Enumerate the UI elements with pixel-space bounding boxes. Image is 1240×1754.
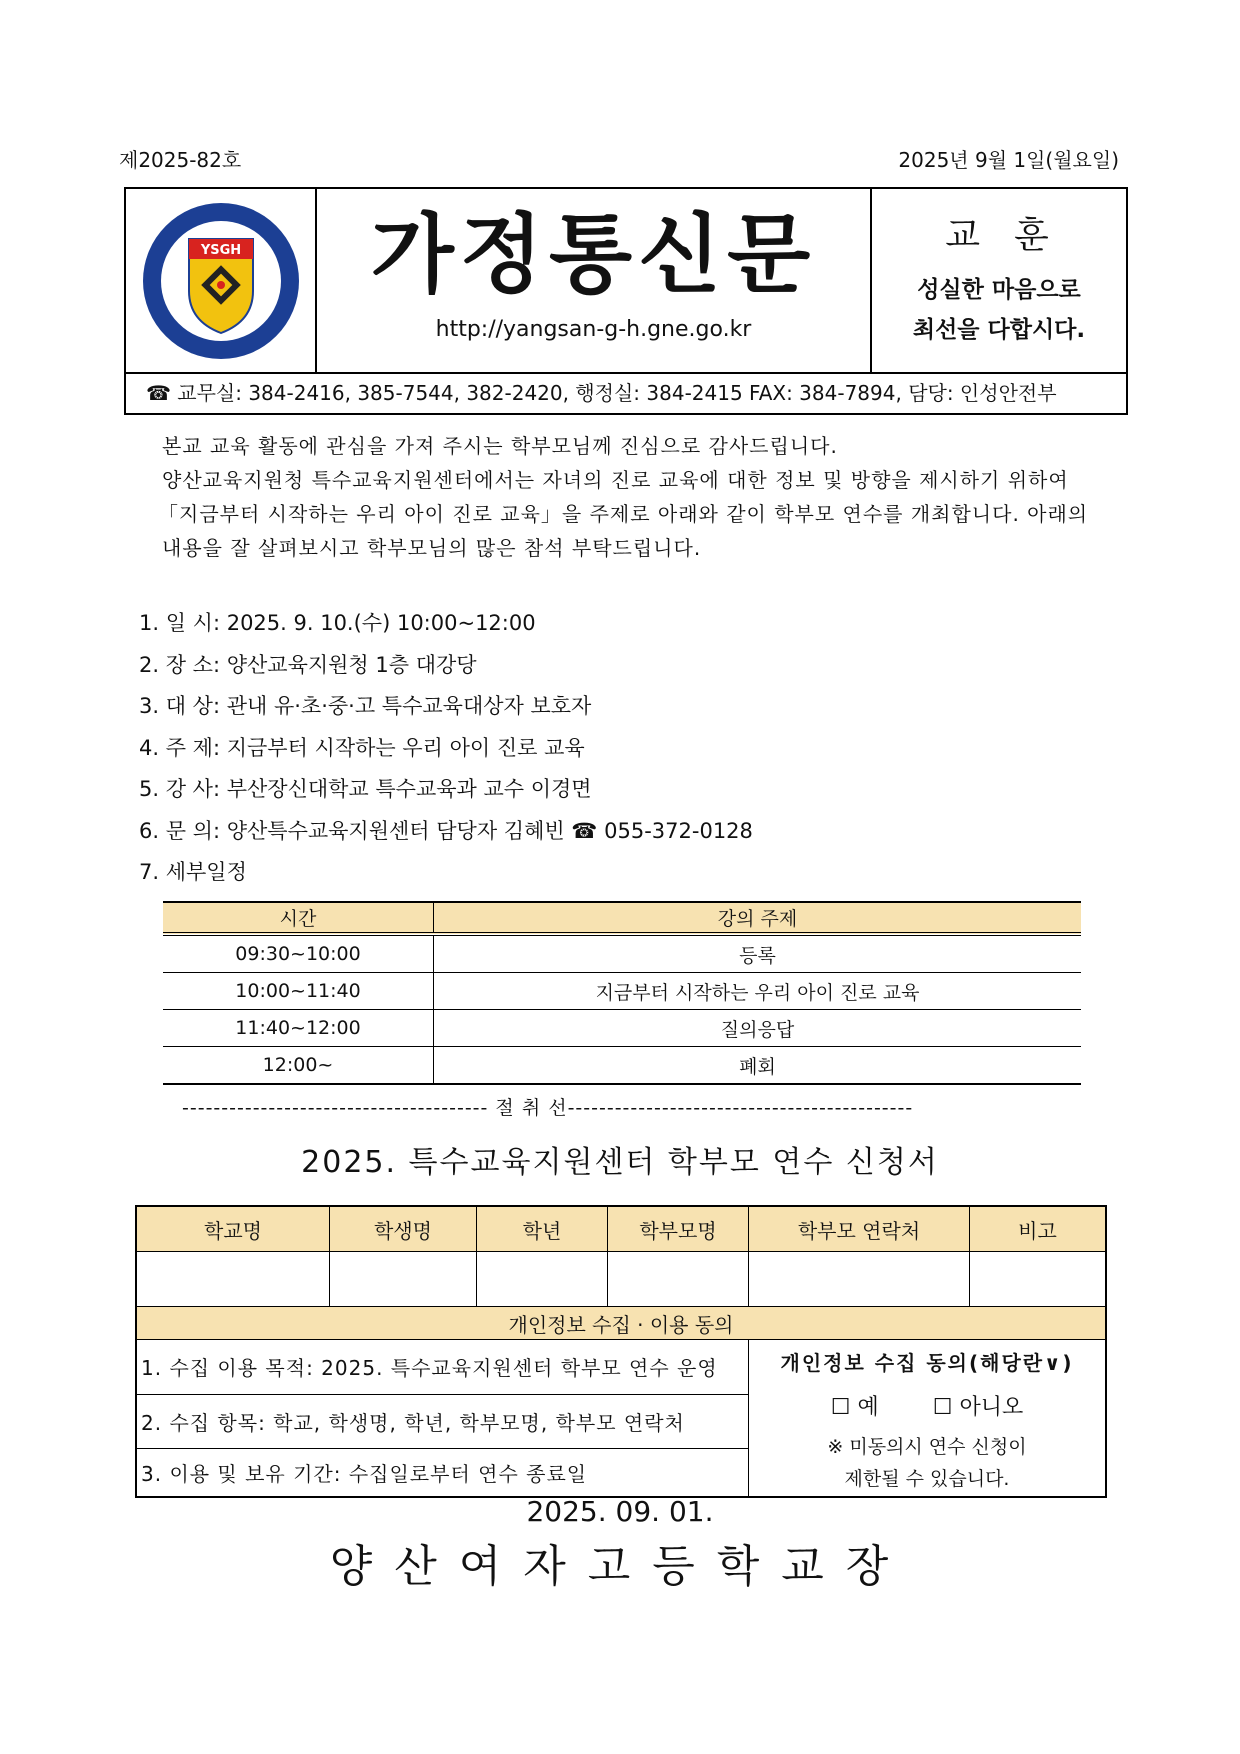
motto-cell: [872, 189, 1126, 372]
intro-line: 양산교육지원청 특수교육지원센터에서는 자녀의 진로 교육에 대한 정보 및 방향을 제시하기 위하여: [162, 468, 1069, 492]
grade-field[interactable]: [477, 1252, 608, 1307]
parent-name-field[interactable]: [608, 1252, 749, 1307]
title-cell: [317, 189, 872, 372]
contact-info: ☎ 교무실: 384-2416, 385-7544, 382-2420, 행정실: 384-2415 FAX: 384-7894, 담당: 인성안전부: [126, 372, 1126, 413]
list-item: 1. 일 시: 2025. 9. 10.(수) 10:00~12:00: [139, 611, 536, 635]
motto-label: 교훈: [945, 215, 1083, 256]
school-logo-cell: [126, 189, 317, 372]
consent-period: 3. 이용 및 보유 기간: 수집일로부터 연수 종료일: [136, 1449, 749, 1497]
consent-options: [750, 1390, 1104, 1421]
student-name-field[interactable]: [330, 1252, 477, 1307]
time-cell: 10:00~11:40: [163, 973, 434, 1010]
list-item: 7. 세부일정: [139, 860, 247, 884]
parent-contact-field[interactable]: [749, 1252, 970, 1307]
consent-items: 2. 수집 항목: 학교, 학생명, 학년, 학부모명, 학부모 연락처: [136, 1394, 749, 1449]
signature-date: 2025. 09. 01.: [526, 1495, 714, 1528]
column-header-remarks: 비고: [970, 1206, 1107, 1252]
event-details-list: [139, 603, 753, 894]
schedule-table: [163, 901, 1081, 1085]
table-row: [163, 1010, 1081, 1047]
letter-header: [124, 187, 1128, 415]
consent-purpose: 1. 수집 이용 목적: 2025. 특수교육지원센터 학부모 연수 운영: [136, 1340, 749, 1395]
intro-line: 「지금부터 시작하는 우리 아이 진로 교육」을 주제로 아래와 같이 학부모 연수를 개최합니다. 아래의: [158, 502, 1089, 526]
time-cell: 11:40~12:00: [163, 1010, 434, 1047]
column-header-grade: 학년: [477, 1206, 608, 1252]
intro-paragraph: [158, 429, 1128, 565]
intro-line: 본교 교육 활동에 관심을 가져 주시는 학부모님께 진심으로 감사드립니다.: [162, 434, 838, 458]
time-cell: 12:00~: [163, 1047, 434, 1085]
column-header-school: 학교명: [136, 1206, 330, 1252]
time-cell: 09:30~10:00: [163, 934, 434, 973]
application-form-table: [135, 1205, 1107, 1498]
school-emblem-icon: [139, 199, 303, 363]
letter-title: 가정통신문: [370, 205, 817, 305]
logo-text: YSGH: [200, 242, 241, 258]
cut-line: --------------------------------------- 절 취 선--------------------------------------------: [182, 1097, 914, 1119]
agree-yes-checkbox[interactable]: ☐ 예: [830, 1395, 879, 1420]
list-item: 4. 주 제: 지금부터 시작하는 우리 아이 진로 교육: [139, 735, 585, 760]
consent-header: 개인정보 수집 · 이용 동의: [136, 1307, 1106, 1340]
document-date: 2025년 9월 1일(월요일): [898, 148, 1119, 172]
topic-cell: 폐회: [434, 1047, 1082, 1085]
school-name-field[interactable]: [136, 1252, 330, 1307]
form-title: 2025. 특수교육지원센터 학부모 연수 신청서: [301, 1145, 939, 1180]
motto-line-1: 성실한 마음으로: [917, 277, 1081, 303]
column-header-topic: 강의 주제: [434, 902, 1082, 934]
document-number: 제2025-82호: [119, 148, 242, 172]
intro-line: 내용을 잘 살펴보시고 학부모님의 많은 참석 부탁드립니다.: [162, 536, 702, 560]
topic-cell: 지금부터 시작하는 우리 아이 진로 교육: [434, 973, 1082, 1010]
topic-cell: 등록: [434, 934, 1082, 973]
motto-line-2: 최선을 다합시다.: [912, 317, 1086, 343]
topic-cell: 질의응답: [434, 1010, 1082, 1047]
list-item: 2. 장 소: 양산교육지원청 1층 대강당: [139, 652, 477, 677]
school-url[interactable]: http://yangsan-g-h.gne.go.kr: [435, 317, 752, 342]
consent-agree-cell: [749, 1340, 1107, 1498]
remarks-field[interactable]: [970, 1252, 1107, 1307]
column-header-parent: 학부모명: [608, 1206, 749, 1252]
consent-agree-title: 개인정보 수집 동의(해당란∨): [780, 1351, 1074, 1375]
agree-no-checkbox[interactable]: ☐ 아니오: [932, 1395, 1024, 1420]
principal-signature: 양산여자고등학교장: [329, 1541, 911, 1592]
list-item: 6. 문 의: 양산특수교육지원센터 담당자 김혜빈 ☎ 055-372-0128: [139, 818, 753, 843]
consent-note: 제한될 수 있습니다.: [844, 1468, 1010, 1490]
column-header-student: 학생명: [330, 1206, 477, 1252]
column-header-parent-contact: 학부모 연락처: [749, 1206, 970, 1252]
table-row: [163, 973, 1081, 1010]
column-header-time: 시간: [163, 902, 434, 934]
table-row: [163, 1047, 1081, 1085]
list-item: 3. 대 상: 관내 유·초·중·고 특수교육대상자 보호자: [139, 694, 592, 718]
consent-note: ※ 미동의시 연수 신청이: [827, 1436, 1027, 1458]
table-row: [163, 934, 1081, 973]
list-item: 5. 강 사: 부산장신대학교 특수교육과 교수 이경면: [139, 777, 592, 801]
